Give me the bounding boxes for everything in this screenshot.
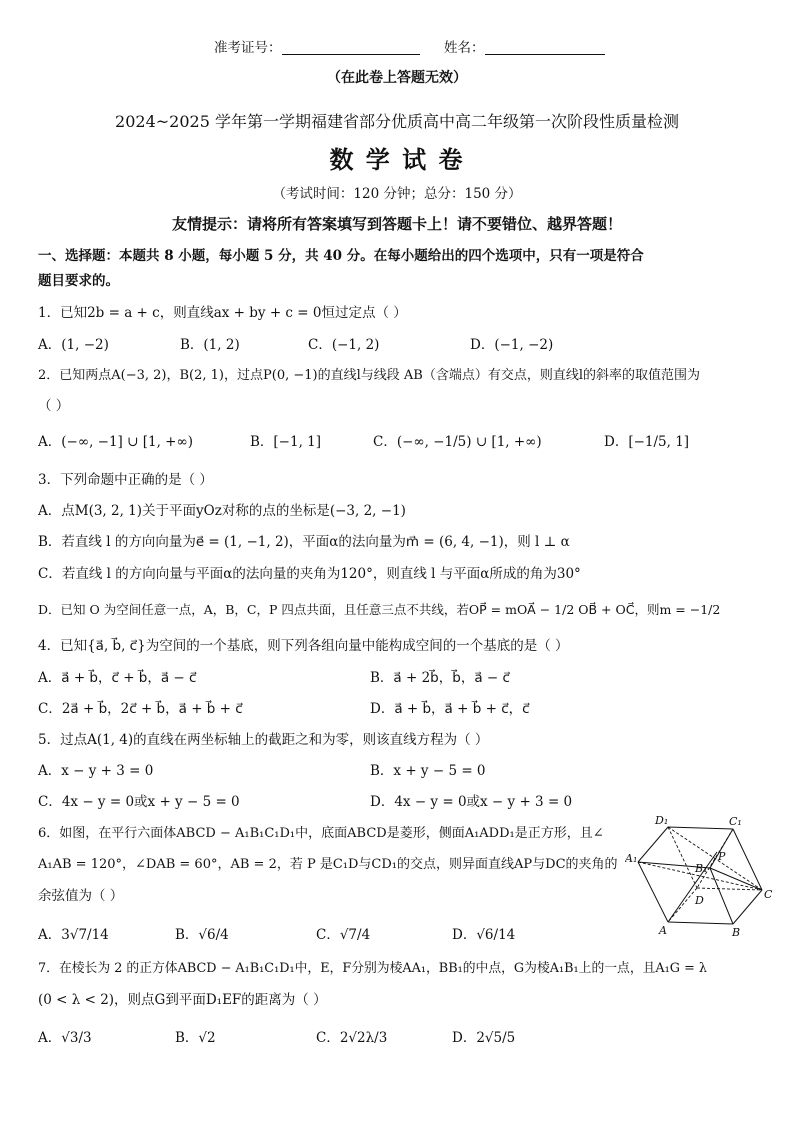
- q2-option-d: D．[−1/5, 1]: [604, 434, 690, 450]
- label-p: P: [718, 850, 726, 863]
- edge-d1d-hidden: [668, 827, 697, 888]
- q1-option-d: D．(−1, −2): [470, 337, 554, 353]
- q4-option-d: D．a⃗ + b⃗，a⃗ + b⃗ + c⃗，c⃗: [370, 701, 530, 717]
- section-intro-line1: 一、选择题：本题共 8 小题，每小题 5 分，共 40 分。在每小题给出的四个选项中，只有一项是符合: [38, 248, 644, 264]
- id-field: [214, 38, 420, 58]
- q3-option-b: B．若直线 l 的方向向量为e⃗ = (1, −1, 2)，平面α的法向量为m⃗ = (6, 4, −1)，则 l ⊥ α: [38, 534, 570, 550]
- q3-option-a: A．点M(3, 2, 1)关于平面yOz对称的点的坐标是(−3, 2, −1): [38, 503, 406, 519]
- name-field: [444, 38, 605, 58]
- q7-option-c: C．2√2λ/3: [316, 1030, 388, 1046]
- q2-stem-line2: （ ）: [38, 398, 70, 414]
- q1-option-a: A．(1, −2): [38, 337, 109, 353]
- q3-option-d: D．已知 O 为空间任意一点，A，B，C，P 四点共面，且任意三点不共线，若OP⃗ = mOA⃗ − 1/2 OB⃗ + OC⃗，则m = −1/2: [38, 602, 721, 617]
- parallelepiped-figure: [625, 812, 775, 937]
- q1-option-c: C．(−1, 2): [308, 337, 380, 353]
- name-label: 姓名：: [444, 40, 485, 56]
- label-c1: C₁: [729, 815, 742, 828]
- q2-option-b: B．[−1, 1]: [250, 434, 322, 450]
- q6-stem-line3: 余弦值为（ ）: [38, 888, 124, 904]
- label-a1: A₁: [625, 852, 638, 865]
- label-b1: B₁: [695, 862, 708, 875]
- section-intro-line2: 题目要求的。: [38, 273, 119, 289]
- subject-title: 数 学 试 卷: [329, 145, 465, 174]
- q5-option-c: C．4x − y = 0或x + y − 5 = 0: [38, 794, 240, 810]
- exam-title: 2024~2025 学年第一学期福建省部分优质高中高二年级第一次阶段性质量检测: [115, 112, 679, 131]
- q1-stem: 1．已知2b = a + c，则直线ax + by + c = 0恒过定点（ ）: [38, 305, 407, 321]
- edge-da-hidden: [668, 888, 697, 922]
- label-d1: D₁: [655, 814, 669, 827]
- q6-option-d: D．√6/14: [452, 927, 516, 943]
- q7-option-d: D．2√5/5: [452, 1030, 516, 1046]
- q5-stem: 5．过点A(1, 4)的直线在两坐标轴上的截距之和为零，则该直线方程为（ ）: [38, 732, 489, 748]
- edge-ab: [668, 922, 733, 924]
- q6-stem-line1: 6．如图，在平行六面体ABCD − A₁B₁C₁D₁中，底面ABCD是菱形，侧面A₁ADD₁是正方形，且∠: [38, 826, 604, 841]
- edge-bc: [733, 890, 762, 924]
- q4-stem: 4．已知{a⃗, b⃗, c⃗}为空间的一个基底，则下列各组向量中能构成空间的一个基底的是（ ）: [38, 638, 569, 654]
- q7-option-b: B．√2: [175, 1030, 216, 1046]
- time-info: （考试时间：120 分钟；总分：150 分）: [272, 186, 522, 202]
- q5-option-d: D．4x − y = 0或x − y + 3 = 0: [370, 794, 573, 810]
- q2-stem-line1: 2．已知两点A(−3, 2)，B(2, 1)，过点P(0, −1)的直线l与线段 AB（含端点）有交点，则直线l的斜率的取值范围为: [38, 368, 700, 383]
- label-d: D: [695, 894, 704, 907]
- q3-option-c: C．若直线 l 的方向向量与平面α的法向量的夹角为120°，则直线 l 与平面α所成的角为30°: [38, 566, 581, 582]
- label-a: A: [659, 924, 667, 937]
- q1-option-b: B．(1, 2): [180, 337, 240, 353]
- notice: （在此卷上答题无效）: [327, 70, 467, 86]
- q2-option-c: C．(−∞, −1/5) ∪ [1, +∞): [373, 434, 542, 450]
- q2-option-a: A．(−∞, −1] ∪ [1, +∞): [38, 434, 193, 450]
- q7-option-a: A．√3/3: [38, 1030, 92, 1046]
- q7-stem-line2: (0 < λ < 2)，则点G到平面D₁EF的距离为（ ）: [38, 992, 327, 1008]
- label-b: B: [732, 926, 741, 937]
- segment-ap: [668, 852, 717, 922]
- q7-stem-line1: 7．在棱长为 2 的正方体ABCD − A₁B₁C₁D₁中，E，F分别为棱AA₁，BB₁的中点，G为棱A₁B₁上的一点，且A₁G = λ: [38, 961, 707, 976]
- edge-c1c: [733, 829, 762, 890]
- q6-option-a: A．3√7/14: [38, 927, 109, 943]
- q4-option-c: C．2a⃗ + b⃗，2c⃗ + b⃗，a⃗ + b⃗ + c⃗: [38, 701, 243, 717]
- q4-option-a: A．a⃗ + b⃗，c⃗ + b⃗，a⃗ − c⃗: [38, 670, 197, 686]
- edge-d1a1: [638, 827, 668, 862]
- edge-a1a: [638, 862, 668, 922]
- q5-option-a: A．x − y + 3 = 0: [38, 763, 154, 779]
- q3-stem: 3．下列命题中正确的是（ ）: [38, 472, 213, 488]
- id-label: 准考证号：: [214, 40, 282, 56]
- label-c: C: [764, 888, 773, 901]
- id-blank[interactable]: [282, 40, 420, 55]
- q4-option-b: B．a⃗ + 2b⃗，b⃗，a⃗ − c⃗: [370, 670, 510, 686]
- q6-option-b: B．√6/4: [175, 927, 229, 943]
- q6-stem-line2: A₁AB = 120°，∠DAB = 60°，AB = 2，若 P 是C₁D与CD₁的交点，则异面直线AP与DC的夹角的: [38, 857, 618, 872]
- edge-d1c1: [668, 827, 733, 829]
- name-blank[interactable]: [485, 40, 605, 55]
- q5-option-b: B．x + y − 5 = 0: [370, 763, 486, 779]
- q6-option-c: C．√7/4: [316, 927, 371, 943]
- reminder: 友情提示：请将所有答案填写到答题卡上！请不要错位、越界答题！: [171, 215, 622, 233]
- edge-dc-hidden: [697, 888, 762, 890]
